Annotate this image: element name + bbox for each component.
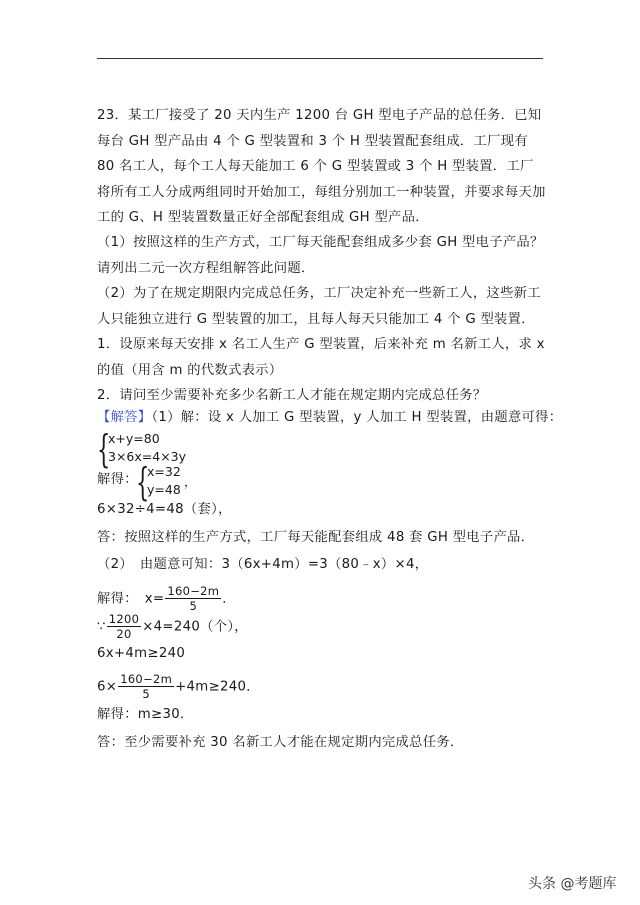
solve-line-3: 解得：m≥30． [97,707,194,722]
inequality-1: 6x+4m≥240 [97,646,186,661]
answer-2: 答：至少需要补充 30 名新工人才能在规定期内完成总任务． [97,735,464,750]
problem-statement: 23．某工厂接受了 20 天内生产 1200 台 GH 型电子产品的总任务．已知每台 GH 型产品由 4 个 G 型装置和 3 个 H 型装置配套组成．工厂现有 80 名工人，每个工人每天能加工 6 个 G 型装置或 3 个 H 型装置．工厂将所有工人分成两组同时开始加工，每组分别加工一种装置，并要求每天加工的 G、H 型装置数量正好全部配套组成 GH 型产品． [97,108,546,225]
fraction-daily [107,612,141,641]
solution-system [136,460,216,504]
because-symbol: ∵ [97,619,106,635]
solution-intro-line [97,408,562,428]
fraction-numerator: 160−2m [120,672,173,686]
inequality-2 [97,672,260,701]
brace-symbol: { [97,427,111,471]
fraction-numerator: 160−2m [167,584,220,598]
brace-symbol: { [136,460,150,504]
question-part-1: （1）按照这样的生产方式，工厂每天能配套组成多少套 GH 型电子产品？请列出二元一次方程组解答此问题． [97,235,544,276]
answer-1: 答：按照这样的生产方式，工厂每天能配套组成 48 套 GH 型电子产品． [97,530,535,545]
fraction-x [165,584,221,613]
calculation-2 [97,612,248,641]
question-part-2: （2）为了在规定期限内完成总任务，工厂决定补充一些新工人，这些新工人只能独立进行 G 型装置的加工，且每人每天只能加工 4 个 G 型装置． [97,286,541,327]
solve-label-1: 解得： [97,472,138,487]
fraction-denominator: 5 [142,687,150,701]
solve-label-2: 解得： x= [97,591,165,607]
watermark: 头条 @考题库 [528,876,617,892]
solution-comma: ， [184,474,197,489]
fraction-numerator: 1200 [108,612,140,626]
period: ． [222,591,236,607]
ineq-2-suffix: +4m≥240． [175,679,260,695]
fraction-denominator: 5 [189,599,198,613]
answer-tag: 【解答】 [97,410,152,425]
ineq-2-prefix: 6× [97,679,118,695]
header-rule [97,58,543,59]
question-sub-2: 2．请问至少需要补充多少名新工人才能在规定期内完成总任务？ [97,388,487,403]
solution-intro: （1）解：设 x 人加工 G 型装置，y 人加工 H 型装置，由题意可得： [151,410,563,425]
question-sub-1: 1．设原来每天安排 x 名工人生产 G 型装置，后来补充 m 名新工人，求 x 的值（用含 m 的代数式表示） [97,337,545,378]
system-equation-1: x+y=80 [108,431,160,446]
solve-line-2 [97,584,236,613]
calculation-1: 6×32÷4=48（套）， [97,502,232,517]
solution-x: x=32 [147,464,181,479]
solution-y: y=48 [147,482,181,497]
calc-2-suffix: ×4=240（个）， [142,619,248,635]
fraction-denominator: 20 [116,627,132,641]
part-2-equation: （2） 由题意可知：3（6x+4m）=3（80﹣x）×4， [97,557,429,572]
fraction-x-substituted [118,672,174,701]
equation-system [97,427,217,471]
system-equation-2: 3×6x=4×3y [108,449,187,464]
